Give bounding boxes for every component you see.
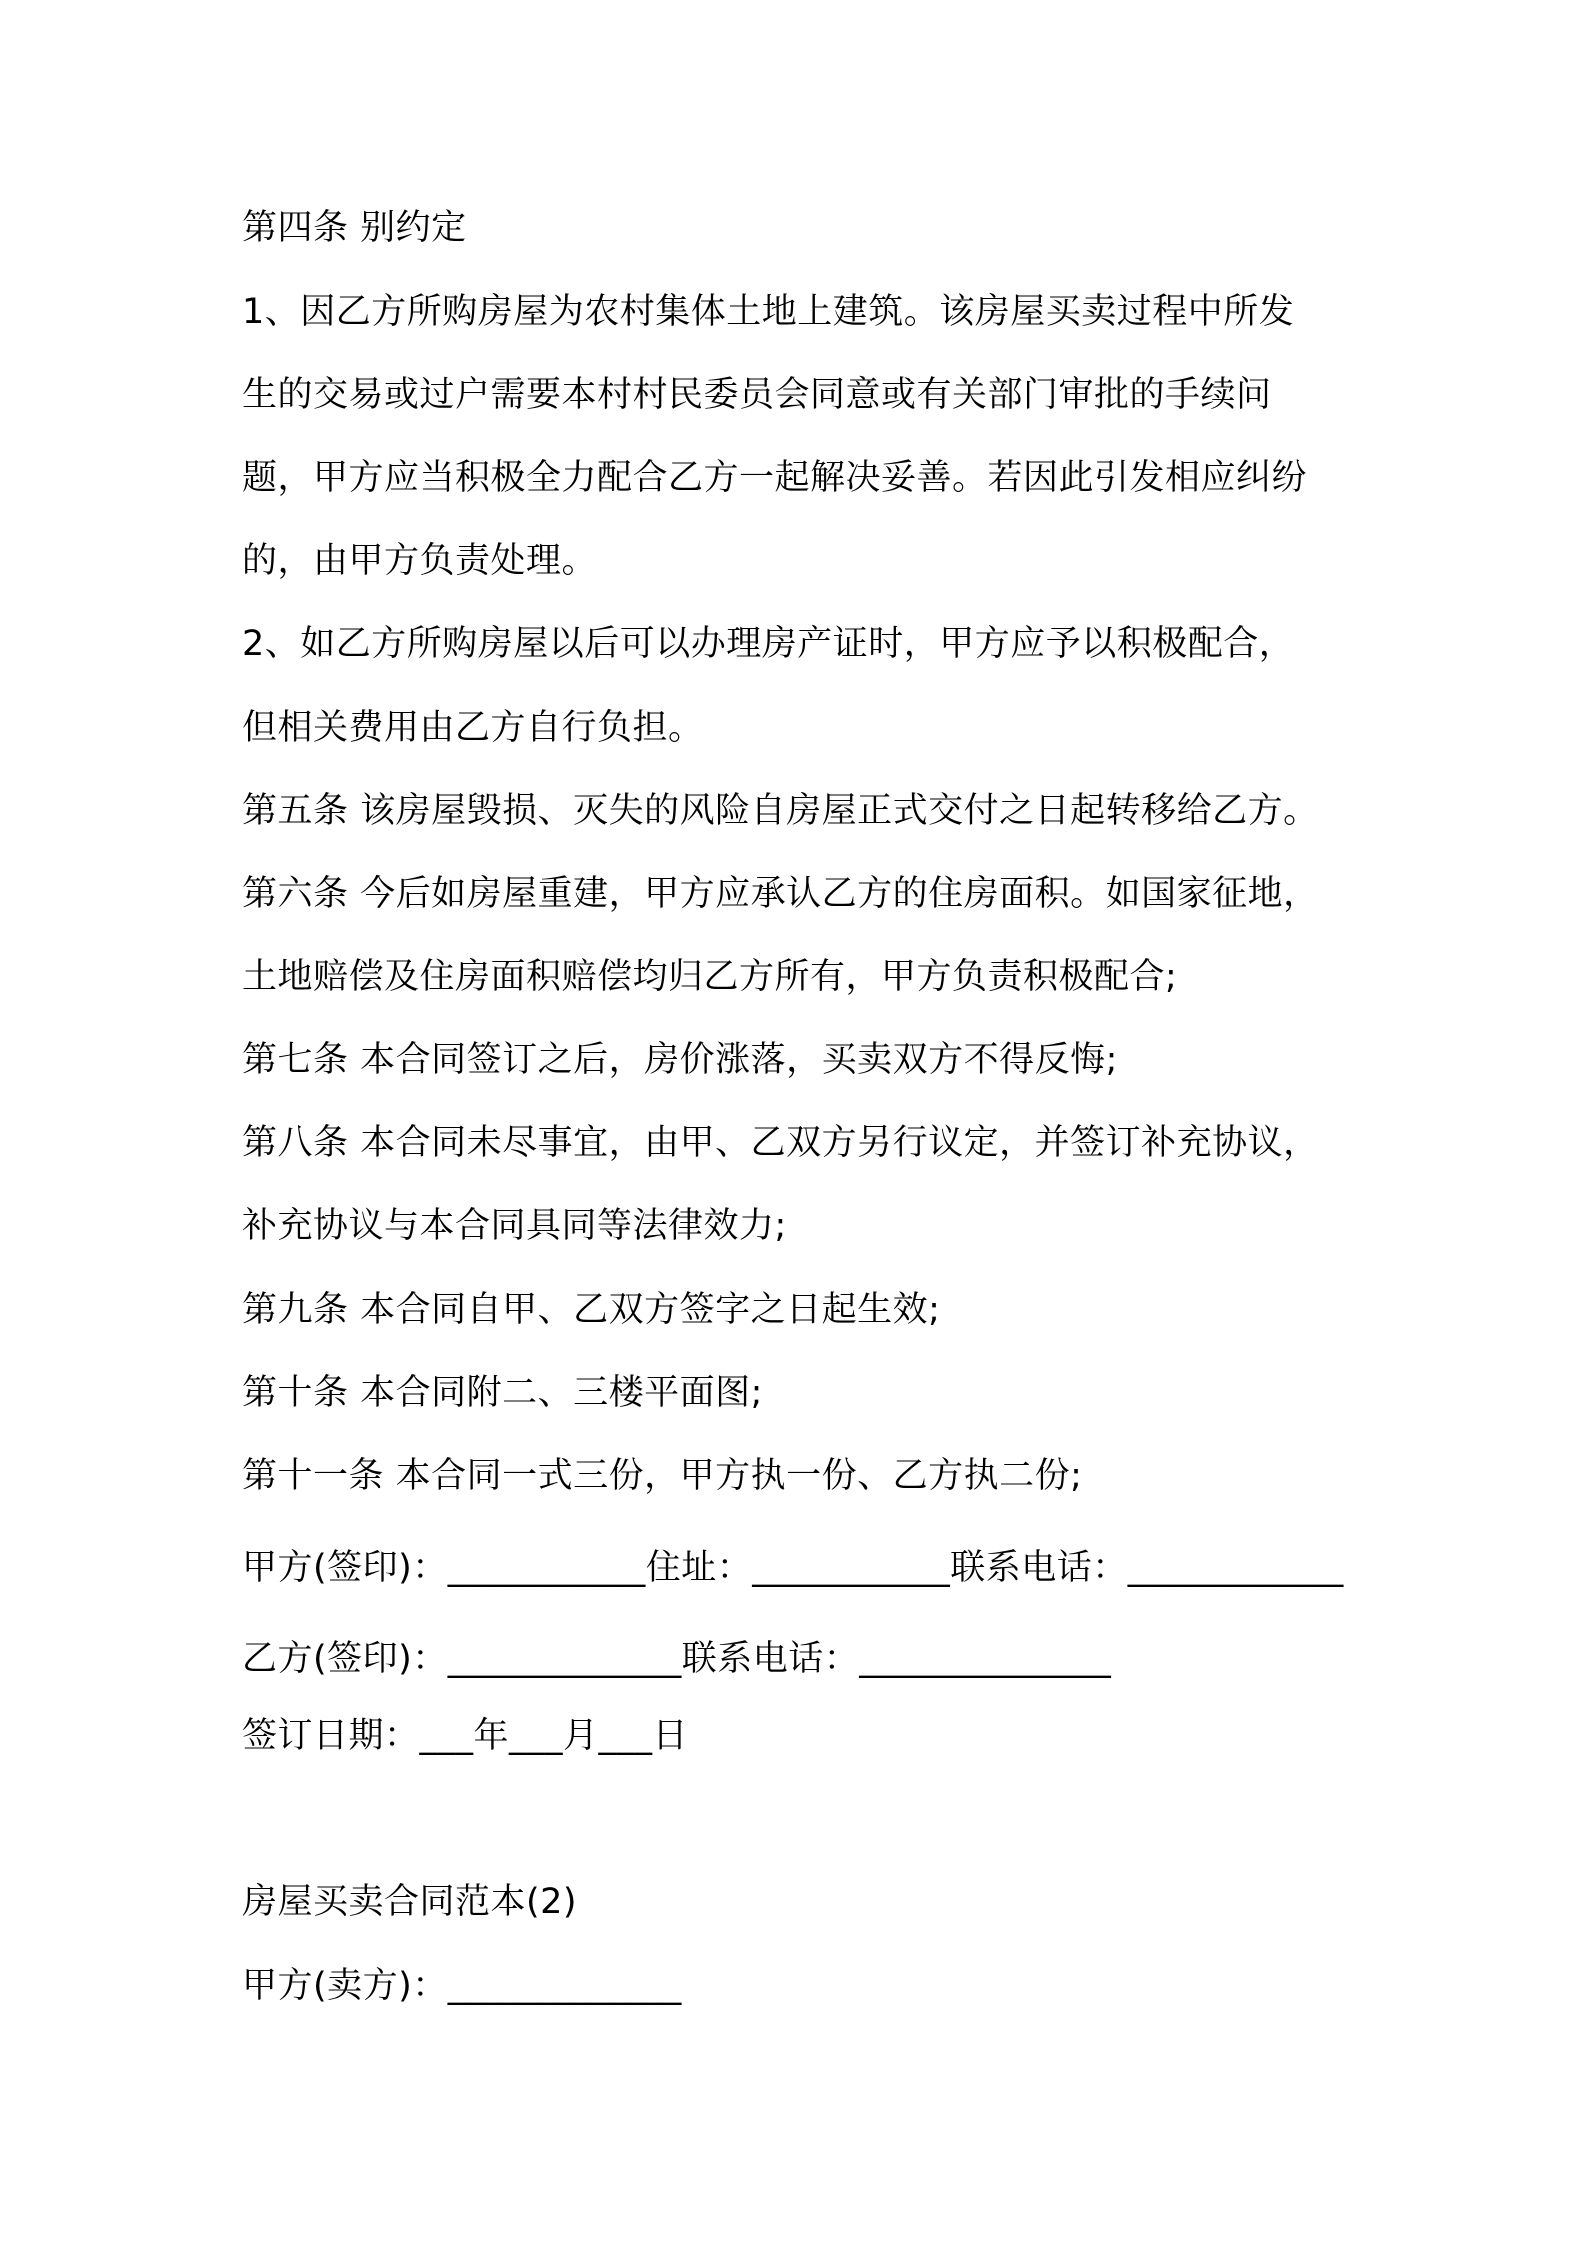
- article-6-line-1: 第六条 今后如房屋重建，甲方应承认乙方的住房面积。如国家征地，: [242, 874, 1319, 914]
- article-4-clause-1-line-2: 生的交易或过户需要本村村民委员会同意或有关部门审批的手续问: [242, 375, 1272, 415]
- article-4-clause-2-line-1: 2、如乙方所购房屋以后可以办理房产证时，甲方应予以积极配合，: [242, 624, 1295, 664]
- signing-date-line: 签订日期：___年___月___日: [242, 1716, 689, 1756]
- article-5: 第五条 该房屋毁损、灭失的风险自房屋正式交付之日起转移给乙方。: [242, 791, 1319, 831]
- article-9: 第九条 本合同自甲、乙双方签字之日起生效;: [242, 1290, 941, 1330]
- party-a-seller-line: 甲方(卖方)：_____________: [242, 1966, 682, 2006]
- article-8-line-1: 第八条 本合同未尽事宜，由甲、乙双方另行议定，并签订补充协议，: [242, 1123, 1319, 1163]
- article-10: 第十条 本合同附二、三楼平面图;: [242, 1373, 763, 1413]
- article-8-line-2: 补充协议与本合同具同等法律效力;: [242, 1206, 787, 1246]
- article-4-heading: 第四条 别约定: [242, 208, 467, 248]
- article-4-clause-1-line-1: 1、因乙方所购房屋为农村集体土地上建筑。该房屋买卖过程中所发: [242, 292, 1295, 332]
- article-6-line-2: 土地赔偿及住房面积赔偿均归乙方所有，甲方负责积极配合;: [242, 957, 1178, 997]
- article-4-clause-1-line-4: 的，由甲方负责处理。: [242, 541, 598, 581]
- contract-template-2-title: 房屋买卖合同范本(2): [242, 1882, 578, 1922]
- article-11: 第十一条 本合同一式三份，甲方执一份、乙方执二份;: [242, 1456, 1083, 1496]
- article-7: 第七条 本合同签订之后，房价涨落，买卖双方不得反悔;: [242, 1040, 1118, 1080]
- party-b-signature-line: 乙方(签印)：_____________联系电话：______________: [242, 1639, 1112, 1679]
- article-4-clause-1-line-3: 题，甲方应当积极全力配合乙方一起解决妥善。若因此引发相应纠纷: [242, 458, 1308, 498]
- article-4-clause-2-line-2: 但相关费用由乙方自行负担。: [242, 708, 704, 748]
- party-a-signature-line: 甲方(签印)：___________住址：___________联系电话：____________: [242, 1548, 1344, 1588]
